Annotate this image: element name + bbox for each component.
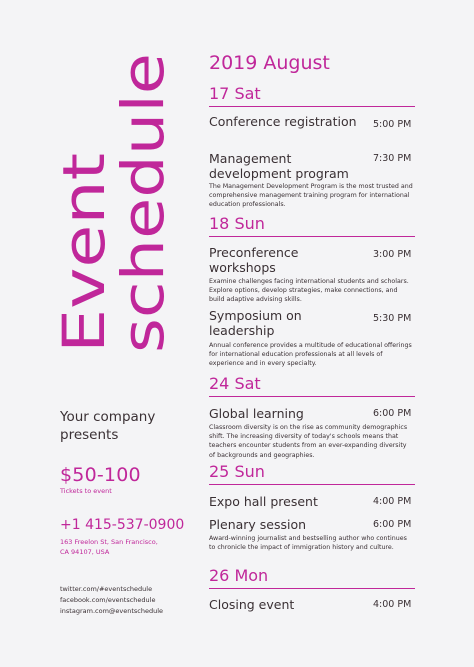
- day-label: 18 Sun: [209, 214, 265, 233]
- event-title: Preconference workshops: [209, 245, 299, 275]
- event-time: 6:00 PM: [373, 408, 412, 419]
- event-time: 4:00 PM: [373, 496, 412, 507]
- address: [60, 537, 190, 557]
- event-time: 5:30 PM: [373, 313, 412, 324]
- event-time: 5:00 PM: [373, 119, 412, 130]
- event-title: Closing event: [209, 597, 295, 612]
- event-description: Award-winning journalist and bestselling author who continues to chronicle the impact of immigration history and culture.: [209, 535, 407, 552]
- day-header-17-sat: [209, 84, 415, 107]
- event-description: Annual conference provides a multitude of educational offerings for international education professionals at all levels of experience and in every specialty.: [209, 342, 412, 368]
- twitter-link[interactable]: twitter.com/#eventschedule: [60, 585, 153, 593]
- facebook-link[interactable]: facebook.com/eventschedule: [60, 596, 156, 605]
- day-header-24-sat: [209, 374, 415, 397]
- event-title: Management development program: [209, 151, 349, 181]
- event-title: Plenary session: [209, 517, 307, 532]
- event-title: Symposium on leadership: [209, 308, 302, 338]
- day-label: 25 Sun: [209, 462, 265, 481]
- event-time: 4:00 PM: [373, 599, 412, 610]
- event-time: 7:30 PM: [373, 153, 412, 164]
- vertical-title-schedule: schedule: [109, 93, 177, 353]
- instagram-link[interactable]: instagram.com@eventschedule: [60, 607, 164, 616]
- day-label: 26 Mon: [209, 566, 269, 585]
- vertical-title: [0, 0, 210, 390]
- event-title: Expo hall present: [209, 494, 318, 509]
- social-links: [60, 584, 163, 618]
- day-header-25-sun: [209, 462, 415, 485]
- event-description: Classroom diversity is on the rise as community demographics shift. The increasing diversity of today's schools means that teachers encounter students from an ever-expanding diversity of backgrounds and geographies.: [209, 424, 408, 459]
- day-label: 24 Sat: [209, 374, 261, 393]
- day-header-26-mon: [209, 566, 415, 589]
- vertical-title-event: Event: [50, 186, 118, 353]
- address-line-1: 163 Freelon St, San Francisco,: [60, 538, 158, 546]
- company-presents: Your company presents: [60, 409, 156, 443]
- phone-number[interactable]: +1 415-537-0900: [60, 517, 185, 533]
- event-description: Examine challenges facing international students and scholars. Explore options, develop strategies, make connections, and build adaptive advising skills.: [209, 278, 409, 304]
- price: $50-100: [60, 464, 141, 486]
- month-title: 2019 August: [209, 52, 330, 74]
- event-description: The Management Development Program is the most trusted and comprehensive management training program for international education professionals.: [209, 183, 413, 209]
- address-line-2: CA 94107, USA: [60, 548, 110, 556]
- day-header-18-sun: [209, 214, 415, 237]
- event-title: Conference registration: [209, 114, 357, 129]
- event-time: 3:00 PM: [373, 249, 412, 260]
- tickets-label: Tickets to event: [60, 487, 112, 495]
- day-label: 17 Sat: [209, 84, 261, 103]
- event-time: 6:00 PM: [373, 519, 412, 530]
- event-title: Global learning: [209, 406, 304, 421]
